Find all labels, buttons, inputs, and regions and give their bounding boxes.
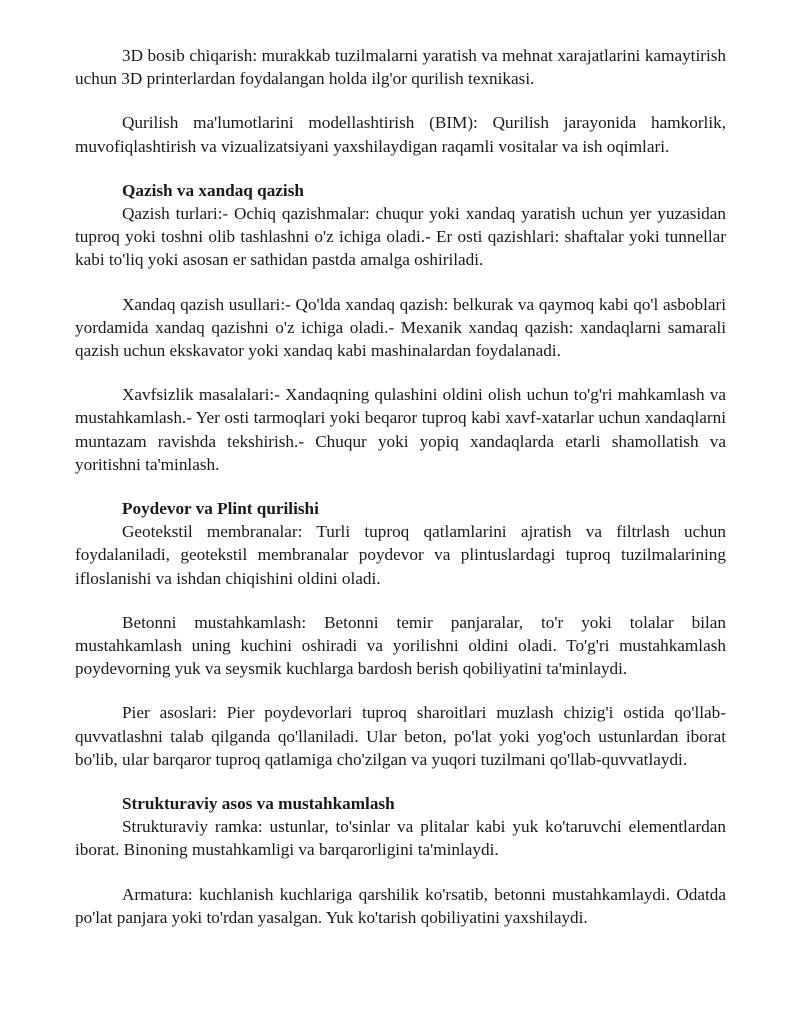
paragraph-3d-printing: 3D bosib chiqarish: murakkab tuzilmalarni yaratish va mehnat xarajatlarini kamaytirish uchun 3D printerlardan foydalangan holda ilg'or qurilish texnikasi.: [75, 46, 726, 89]
section-foundation: [75, 497, 726, 771]
section-heading: Qazish va xandaq qazish: [122, 180, 304, 200]
paragraph-concrete-reinforcement: Betonni mustahkamlash: Betonni temir panjaralar, to'r yoki tolalar bilan mustahkamlash uning kuchini oshiradi va yorilishni oldini oladi. To'g'ri mustahkamlash poydevorning yuk va seysmik kuchlarga bardosh berish qobiliyatini ta'minlaydi.: [75, 612, 726, 679]
section-structural-frame: [75, 792, 726, 929]
section-excavation: [75, 179, 726, 476]
paragraph-structural-frame: Strukturaviy ramka: ustunlar, to'sinlar va plitalar kabi yuk ko'taruvchi elementlardan iborat. Binoning mustahkamligi va barqarorligini ta'minlaydi.: [75, 817, 726, 860]
paragraph-excavation-types: Qazish turlari:- Ochiq qazishmalar: chuqur yoki xandaq yaratish uchun yer yuzasidan tuproq yoki toshni olib tashlashni o'z ichiga oladi.- Er osti qazishlari: shaftalar yoki tunnellar kabi to'liq yoki asosan er sathidan pastda amalga oshiriladi.: [75, 204, 726, 270]
document-page: [75, 44, 726, 950]
section-heading: Poydevor va Plint qurilishi: [122, 499, 319, 519]
paragraph-bim: Qurilish ma'lumotlarini modellashtirish (BIM): Qurilish jarayonida hamkorlik, muvofiqlashtirish va vizualizatsiyani yaxshilaydigan raqamli vositalar va ish oqimlari.: [75, 113, 726, 156]
section-heading: Strukturaviy asos va mustahkamlash: [122, 794, 395, 814]
paragraph-trenching-methods: Xandaq qazish usullari:- Qo'lda xandaq qazish: belkurak va qaymoq kabi qo'l asboblari yordamida xandaq qazishni o'z ichiga oladi.- Mexanik xandaq qazish: xandaqlarni samarali qazish uchun ekskavator yoki xandaq kabi mashinalardan foydalanadi.: [75, 294, 726, 361]
paragraph-geotextile: Geotekstil membranalar: Turli tuproq qatlamlarini ajratish va filtrlash uchun foydalaniladi, geotekstil membranalar poydevor va plintuslardagi tuproq tuzilmalarining ifloslanishi va ishdan chiqishini oldini oladi.: [75, 522, 726, 588]
paragraph-rebar: Armatura: kuchlanish kuchlariga qarshilik ko'rsatib, betonni mustahkamlaydi. Odatda po'lat panjara yoki to'rdan yasalgan. Yuk ko'tarish qobiliyatini yaxshilaydi.: [75, 884, 726, 927]
paragraph-pier-foundations: Pier asoslari: Pier poydevorlari tuproq sharoitlari muzlash chizig'i ostida qo'llab-quvvatlashni talab qilganda qo'llaniladi. Ular beton, po'lat yoki yog'och ustunlardan iborat bo'lib, ular barqaror tuproq qatlamiga cho'zilgan va yuqori tuzilmani qo'llab-quvvatlaydi.: [75, 703, 726, 769]
paragraph-safety: Xavfsizlik masalalari:- Xandaqning qulashini oldini olish uchun to'g'ri mahkamlash va mustahkamlash.- Yer osti tarmoqlari yoki beqaror tuproq kabi xavf-xatarlar uchun xandaqlarni muntazam ravishda tekshirish.- Chuqur yoki yopiq xandaqlarda etarli shamollatish va yoritishni ta'minlash.: [75, 385, 726, 474]
